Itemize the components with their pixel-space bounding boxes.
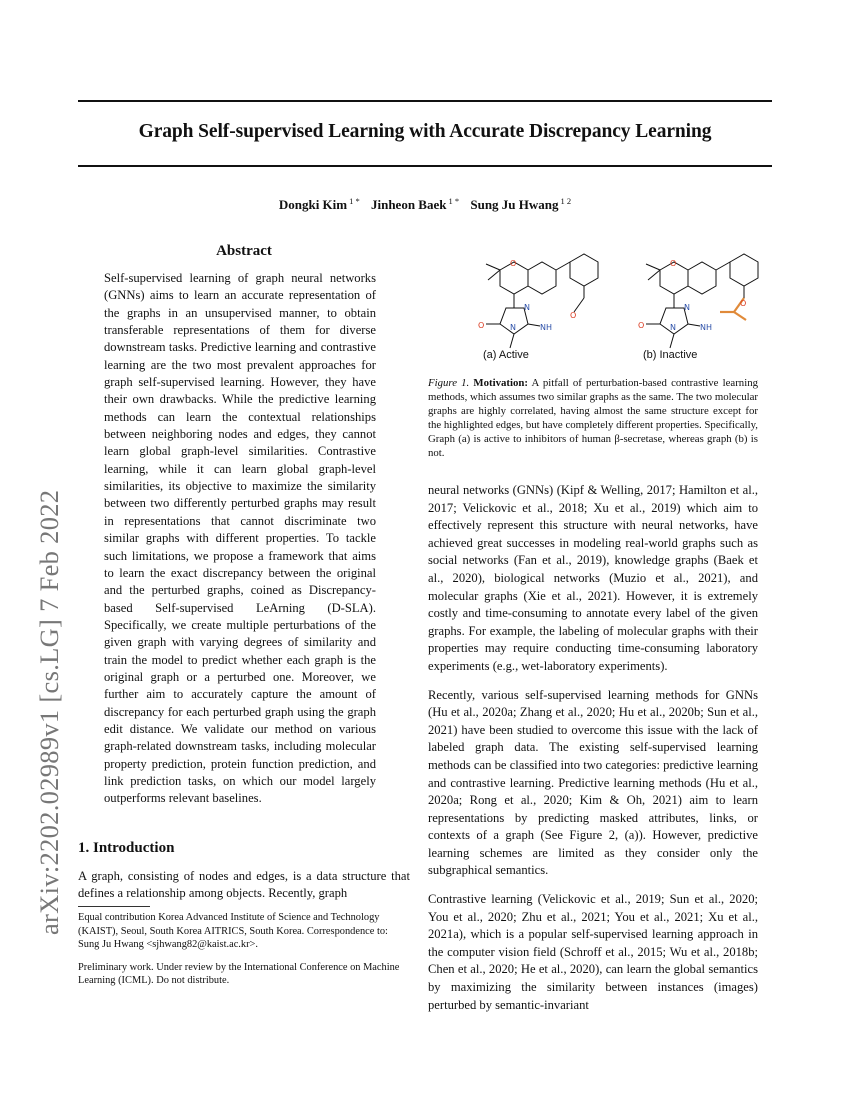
introduction-body: A graph, consisting of nodes and edges, is a data structure that defines a relationship among objects. Recently, graph [78, 869, 410, 901]
paragraph-2: Recently, various self-supervised learning methods for GNNs (Hu et al., 2020a; Zhang et al., 2020; Hu et al., 2020b; Sun et al., 2021) have been studied to overcome this issue with the lack of labeled graph data. The existing self-supervised learning methods can be classified into two categories: predictive learning and contrastive learning. Predictive learning methods (Hu et al., 2020a; Rong et al., 2020; Kim & Oh, 2021) aim to learn representations by predicting masked attributes, links, or contexts of a graph (See Figure 2, (a)). However, predictive learning schemes are limited as they consider only the subgraphical semantics. [428, 687, 758, 878]
introduction-heading: 1. Introduction [78, 840, 175, 856]
footnote-rule [78, 906, 150, 907]
right-column-body [428, 482, 758, 1025]
atom-o-b1: O [670, 259, 677, 268]
footnote-affiliations: Equal contribution Korea Advanced Institute of Science and Technology (KAIST), Seoul, South Korea AITRICS, South Korea. Correspondence to: Sung Ju Hwang <sjhwang82@kaist.ac.kr>. [78, 912, 388, 950]
paragraph-1: neural networks (GNNs) (Kipf & Welling, 2017; Hamilton et al., 2017; Velickovic et al., 2018; Xu et al., 2019) which aim to effectively represent this structure with neural networks, have achieved great successes in modeling real-world graphs such as social networks (Fan et al., 2019), knowledge graphs (Baek et al., 2020), biological networks (Muzio et al., 2021), and molecular graphs (Xie et al., 2021). However, it is extremely costly and time-consuming to annotate every label of the given graphs. For example, the labeling of molecular graphs with their properties may require conducting time-consuming laboratory experiments (e.g., wet-laboratory experiments). [428, 483, 758, 673]
caption-bold: Motivation: [473, 377, 528, 389]
author-1: Dongki Kim $^{1 *}$ [278, 196, 360, 212]
atom-n-a1: N [524, 303, 530, 312]
abstract-heading: Abstract [216, 243, 272, 259]
atom-o-a3: O [570, 311, 577, 320]
caption-label: Figure 1. [428, 377, 470, 389]
atom-n-a2: N [510, 323, 516, 332]
arxiv-stamp: arXiv:2202.02989v1 [cs.LG] 7 Feb 2022 [34, 489, 64, 935]
atom-n-b2: N [670, 323, 676, 332]
atom-o-b2: O [638, 321, 645, 330]
molecule-b [638, 254, 758, 361]
molecule-a [478, 254, 598, 361]
atom-nh2-b: NH [700, 323, 712, 332]
footnote [78, 911, 410, 988]
paper-title: Graph Self-supervised Learning with Accurate Discrepancy Learning [138, 121, 712, 142]
figure-label-a: (a) Active [483, 349, 529, 361]
title-bottom-rule [78, 165, 772, 167]
author-list [78, 196, 772, 213]
figure-label-b: (b) Inactive [643, 349, 698, 361]
figure-1-molecules [428, 250, 760, 370]
abstract-body: Self-supervised learning of graph neural networks (GNNs) aims to learn an accurate representation of the graphs in an unsupervised manner, to obtain transferable representations of them for diverse downstream tasks. Predictive learning and contrastive learning are the two most prevalent approaches for graph self-supervised learning. However, they have their own drawbacks. While the predictive learning methods can learn the contextual relationships between neighboring nodes and edges, they cannot learn global graph-level similarities. Contrastive learning, while it can learn global graph-level similarities, its objective to maximize the similarity between two differently perturbed graphs may result in representations that cannot discriminate two similar graphs with different properties. To tackle such limitations, we propose a framework that aims to learn the exact discrepancy between the original and the perturbed graphs, coined as Discrepancy-based Self-supervised LeArning (D-SLA). Specifically, we create multiple perturbations of the given graph with varying degrees of similarity and train the model to predict whether each graph is the original graph or a perturbed one. Moreover, we further aim to accurately capture the amount of discrepancy for each perturbed graph using the graph edit distance. We validate our method on various graph-related downstream tasks, including molecular property prediction, protein function prediction, and link prediction tasks, on which our model largely outperforms relevant baselines. [104, 271, 376, 806]
caption-text: A pitfall of perturbation-based contrastive learning methods, which assumes two similar graphs as the same. The two molecular graphs are highly correlated, having almost the same structure except for the highlighted edges, but have completely different properties. Specifically, Graph (a) is active to inhibitors of human β-secretase, whereas graph (b) is not. [428, 377, 758, 459]
atom-nh2-a: NH [540, 323, 552, 332]
paragraph-3: Contrastive learning (Velickovic et al., 2019; Sun et al., 2020; You et al., 2020; Zhu et al., 2021; You et al., 2021; Xu et al., 2021a), which is a popular self-supervised learning approach in the computer vision field (Schroff et al., 2015; Wu et al., 2018b; Chen et al., 2020; He et al., 2020), can learn the global semantics by maximizing the similarity between instances (images) perturbed by semantic-invariant [428, 892, 758, 1012]
title-top-rule [78, 100, 772, 102]
footnote-preliminary: Preliminary work. Under review by the International Conference on Machine Learning (ICML). Do not distribute. [78, 961, 400, 986]
author-3: Sung Ju Hwang $^{1 2}$ [470, 196, 572, 212]
atom-o-a1: O [510, 259, 517, 268]
figure-1-caption [428, 377, 758, 460]
atom-o-b3: O [740, 299, 747, 308]
atom-o-a2: O [478, 321, 485, 330]
author-2: Jinheon Baek $^{1 *}$ [370, 196, 460, 212]
atom-n-b1: N [684, 303, 690, 312]
